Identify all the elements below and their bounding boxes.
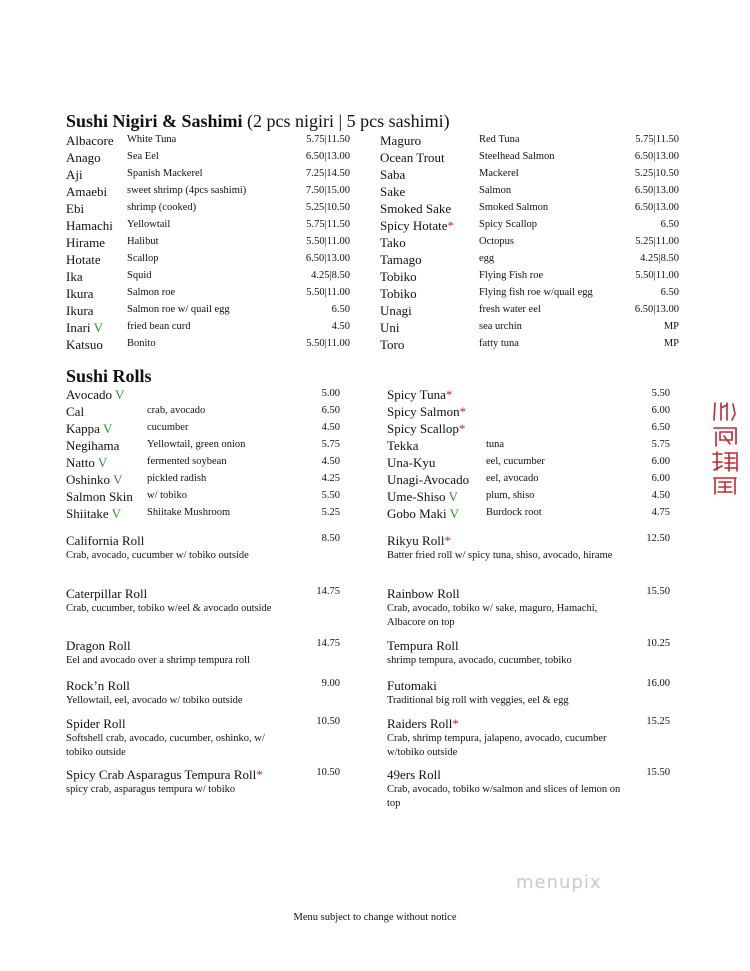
item-name-text: Kappa (66, 421, 100, 436)
special-roll-description: Batter fried roll w/ spicy tuna, shiso, avocado, hirame (387, 550, 613, 561)
menu-item-tako (380, 235, 679, 252)
item-price: 6.00 (651, 405, 670, 416)
nigiri-subtitle: (2 pcs nigiri | 5 pcs sashimi) (247, 111, 450, 131)
item-name-text: Ikura (66, 286, 94, 301)
special-roll-name-text: Tempura Roll (387, 638, 459, 653)
item-name-text: Tekka (387, 438, 419, 453)
item-name-text: Anago (66, 150, 101, 165)
item-description: Red Tuna (479, 134, 520, 145)
item-price: 4.25 (321, 473, 340, 484)
item-name (66, 201, 84, 217)
item-description: Bonito (127, 338, 156, 349)
item-name (66, 235, 105, 251)
item-name (380, 303, 412, 319)
item-name (66, 167, 83, 183)
item-name-text: Hirame (66, 235, 105, 250)
special-roll-price: 10.50 (316, 767, 340, 778)
special-roll-price: 15.50 (646, 767, 670, 778)
item-description: plum, shiso (486, 490, 535, 501)
item-price: 6.50 (331, 304, 350, 315)
special-roll-name-text: Spider Roll (66, 716, 126, 731)
item-name-text: Smoked Sake (380, 201, 452, 216)
spicy-mark: * (256, 767, 263, 782)
menu-item-avocado (66, 387, 340, 404)
item-description: Steelhead Salmon (479, 151, 555, 162)
special-roll-price: 14.75 (316, 638, 340, 649)
item-description: White Tuna (127, 134, 177, 145)
item-name (66, 421, 112, 437)
menu-item-unagi (380, 303, 679, 320)
item-description: sweet shrimp (4pcs sashimi) (127, 185, 247, 196)
item-description: fresh water eel (479, 304, 541, 315)
item-name-text: Hamachi (66, 218, 113, 233)
item-name (66, 337, 103, 353)
item-name (66, 489, 133, 505)
menu-item-shiitake (66, 506, 340, 523)
item-name (380, 150, 445, 166)
item-price: 6.00 (651, 473, 670, 484)
menu-item-saba (380, 167, 679, 184)
item-name-text: Tobiko (380, 269, 417, 284)
special-roll-price: 12.50 (646, 533, 670, 544)
spicy-mark: * (445, 387, 453, 402)
item-price: 5.25|10.50 (634, 168, 679, 179)
menu-item-hotate (66, 252, 350, 269)
special-roll-description: Crab, shrimp tempura, jalapeno, avocado, cucumber w/tobiko outside (387, 733, 607, 758)
special-roll-name-text: Rock’n Roll (66, 678, 130, 693)
item-name-text: Ikura (66, 303, 94, 318)
item-name-text: Cal (66, 404, 85, 419)
item-name (66, 133, 114, 149)
special-roll-futomaki (387, 678, 677, 708)
menu-item-spicy-salmon (387, 404, 670, 421)
special-roll-description: Softshell crab, avocado, cucumber, oshinko, w/ tobiko outside (66, 733, 265, 758)
menu-item-spicy-scallop (387, 421, 670, 438)
item-name-text: Unagi-Avocado (387, 472, 470, 487)
item-price: 5.25 (321, 507, 340, 518)
item-price: MP (663, 321, 679, 332)
item-description: Burdock root (486, 507, 542, 518)
spicy-mark: * (447, 218, 455, 233)
item-description: cucumber (147, 422, 189, 433)
vegetarian-mark: V (113, 472, 123, 487)
item-description: crab, avocado (147, 405, 206, 416)
item-name-text: Tamago (380, 252, 422, 267)
vegetarian-mark: V (97, 455, 108, 470)
item-price: 5.50 (321, 490, 340, 501)
item-description: Squid (127, 270, 152, 281)
item-name (380, 320, 400, 336)
item-description: egg (479, 253, 495, 264)
special-roll-description: Traditional big roll with veggies, eel & egg (387, 695, 569, 706)
item-description: Spicy Scallop (479, 219, 538, 230)
item-name (66, 472, 122, 488)
item-description: Flying Fish roe (479, 270, 544, 281)
item-price: 5.50|11.00 (635, 270, 679, 281)
item-description: Sea Eel (127, 151, 159, 162)
item-name (66, 303, 93, 319)
item-description: fried bean curd (127, 321, 191, 332)
menu-item-tobiko (380, 269, 679, 286)
spicy-mark: * (452, 716, 459, 731)
vegetarian-mark: V (449, 506, 459, 521)
item-price: 6.50|13.00 (305, 151, 350, 162)
special-roll-name-text: 49ers Roll (387, 767, 441, 782)
item-name (66, 387, 124, 403)
item-price: 6.00 (651, 456, 670, 467)
item-description: tuna (486, 439, 505, 450)
menu-item-albacore (66, 133, 350, 150)
item-description: Shiitake Mushroom (147, 507, 231, 518)
item-name-text: Ume-Shiso (387, 489, 446, 504)
special-roll-name-text: Raiders Roll (387, 716, 453, 731)
item-price: 5.50|11.00 (306, 287, 350, 298)
rolls-title: Sushi Rolls (66, 366, 152, 386)
item-description: Salmon roe w/ quail egg (127, 304, 230, 315)
item-name-text: Salmon Skin (66, 489, 133, 504)
menu-item-maguro (380, 133, 679, 150)
item-description: Halibut (127, 236, 159, 247)
item-price: 5.25|10.50 (305, 202, 350, 213)
item-name-text: Uni (380, 320, 400, 335)
item-name-text: Una-Kyu (387, 455, 436, 470)
item-name (66, 286, 93, 302)
menu-item-una-kyu (387, 455, 670, 472)
menu-item-ume-shiso (387, 489, 670, 506)
menu-item-spicy-hotate (380, 218, 679, 235)
item-name (66, 438, 119, 454)
menu-item-inari (66, 320, 350, 337)
spicy-mark: * (459, 404, 467, 419)
nigiri-list-right (380, 133, 679, 354)
menu-item-natto (66, 455, 340, 472)
menu-item-oshinko (66, 472, 340, 489)
special-roll-price: 16.00 (646, 678, 670, 689)
item-description: pickled radish (147, 473, 207, 484)
rolls-list-left (66, 387, 340, 523)
item-description: eel, cucumber (486, 456, 545, 467)
item-price: 4.50 (321, 422, 340, 433)
menu-item-kappa (66, 421, 340, 438)
menu-item-negihama (66, 438, 340, 455)
special-roll-description: Crab, avocado, cucumber w/ tobiko outside (66, 550, 249, 561)
special-roll-price: 14.75 (316, 586, 340, 597)
vegetarian-mark: V (114, 387, 125, 402)
menu-item-toro (380, 337, 679, 354)
item-name (66, 320, 103, 336)
special-roll-description: Yellowtail, eel, avocado w/ tobiko outside (66, 695, 243, 706)
item-price: 4.50 (321, 456, 340, 467)
item-price: 5.75|11.50 (306, 219, 350, 230)
item-name (380, 235, 406, 251)
item-name (380, 218, 454, 234)
item-price: 4.75 (651, 507, 670, 518)
seal-logo (710, 400, 740, 496)
item-name (66, 269, 83, 285)
item-name (66, 150, 101, 166)
item-price: 6.50|13.00 (634, 185, 679, 196)
special-roll-price: 8.50 (321, 533, 340, 544)
item-name-text: Avocado (66, 387, 112, 402)
item-description: Spanish Mackerel (127, 168, 203, 179)
item-price: 7.50|15.00 (305, 185, 350, 196)
special-roll-description: spicy crab, asparagus tempura w/ tobiko (66, 784, 236, 795)
nigiri-title: Sushi Nigiri & Sashimi (66, 111, 243, 131)
menu-item-smoked-sake (380, 201, 679, 218)
special-roll-name-text: California Roll (66, 533, 145, 548)
item-price: 5.75 (321, 439, 340, 450)
item-name (66, 184, 107, 200)
special-roll-raiders-roll (387, 716, 677, 760)
item-name (387, 438, 419, 454)
item-description: Salmon roe (127, 287, 176, 298)
item-name-text: Aji (66, 167, 83, 182)
special-roll-description: Crab, avocado, tobiko w/salmon and slices of lemon on top (387, 784, 621, 809)
watermark: menupix (516, 872, 602, 893)
special-roll-name-text: Rainbow Roll (387, 586, 460, 601)
item-price: 4.25|8.50 (311, 270, 350, 281)
special-roll-name-text: Spicy Crab Asparagus Tempura Roll (66, 767, 257, 782)
item-price: 4.25|8.50 (640, 253, 679, 264)
item-price: 4.50 (331, 321, 350, 332)
special-roll-name-text: Dragon Roll (66, 638, 131, 653)
item-name-text: Negihama (66, 438, 120, 453)
special-roll-caterpillar-roll (66, 586, 356, 616)
special-roll-description: Crab, avocado, tobiko w/ sake, maguro, Hamachi, Albacore on top (387, 603, 598, 628)
menu-item-ikura (66, 286, 350, 303)
item-name (380, 167, 405, 183)
special-roll-description: shrimp tempura, avocado, cucumber, tobiko (387, 655, 572, 666)
special-roll-price: 10.25 (646, 638, 670, 649)
item-description: shrimp (cooked) (127, 202, 197, 213)
item-description: Flying fish roe w/quail egg (479, 287, 593, 298)
item-name (380, 184, 405, 200)
item-name (387, 455, 435, 471)
special-roll-price: 9.00 (321, 678, 340, 689)
menu-item-ocean-trout (380, 150, 679, 167)
special-roll-rikyu-roll (387, 533, 677, 563)
item-price: 7.25|14.50 (305, 168, 350, 179)
menu-item-spicy-tuna (387, 387, 670, 404)
item-name-text: Katsuo (66, 337, 103, 352)
item-name-text: Amaebi (66, 184, 108, 199)
special-roll-spicy-crab-asparagus-tempura-roll (66, 767, 356, 797)
item-name-text: Spicy Salmon (387, 404, 460, 419)
menu-item-ebi (66, 201, 350, 218)
vegetarian-mark: V (102, 421, 113, 436)
item-price: 6.50 (321, 405, 340, 416)
special-roll-price: 10.50 (316, 716, 340, 727)
item-description: fermented soybean (147, 456, 227, 467)
spicy-mark: * (458, 421, 466, 436)
item-price: 5.50|11.00 (306, 236, 350, 247)
item-name-text: Spicy Tuna (387, 387, 446, 402)
item-name-text: Spicy Scallop (387, 421, 459, 436)
item-name-text: Tobiko (380, 286, 417, 301)
item-price: 5.50 (651, 388, 670, 399)
special-roll-description: Crab, cucumber, tobiko w/eel & avocado outside (66, 603, 272, 614)
item-name (66, 506, 121, 522)
item-name (387, 472, 469, 488)
item-name-text: Tako (380, 235, 406, 250)
menu-item-katsuo (66, 337, 350, 354)
footer-note: Menu subject to change without notice (293, 912, 457, 923)
special-roll-name-text: Rikyu Roll (387, 533, 445, 548)
item-price: MP (663, 338, 679, 349)
item-description: Octopus (479, 236, 514, 247)
item-name-text: Oshinko (66, 472, 111, 487)
menu-item-uni (380, 320, 679, 337)
item-name (387, 404, 466, 420)
menu-item-tamago (380, 252, 679, 269)
item-name (380, 252, 422, 268)
special-roll-tempura-roll (387, 638, 677, 668)
item-name-text: Sake (380, 184, 406, 199)
item-price: 4.50 (651, 490, 670, 501)
menu-item-sake (380, 184, 679, 201)
special-roll-price: 15.25 (646, 716, 670, 727)
item-description: Yellowtail, green onion (147, 439, 246, 450)
item-name-text: Ika (66, 269, 83, 284)
item-name-text: Hotate (66, 252, 101, 267)
item-price: 5.75 (651, 439, 670, 450)
item-name (66, 404, 84, 420)
item-price: 5.00 (321, 388, 340, 399)
special-roll-price: 15.50 (646, 586, 670, 597)
special-roll-spider-roll (66, 716, 356, 760)
menu-item-tekka (387, 438, 670, 455)
nigiri-section-title (66, 111, 450, 132)
item-name-text: Toro (380, 337, 405, 352)
menu-item-ikura (66, 303, 350, 320)
item-name (387, 387, 452, 403)
item-name-text: Ocean Trout (380, 150, 445, 165)
item-name (387, 489, 458, 505)
menu-item-salmon-skin (66, 489, 340, 506)
vegetarian-mark: V (111, 506, 122, 521)
item-price: 5.75|11.50 (306, 134, 350, 145)
item-name-text: Gobo Maki (387, 506, 447, 521)
item-price: 6.50 (660, 219, 679, 230)
item-description: Yellowtail (127, 219, 171, 230)
item-name (66, 455, 107, 471)
item-price: 6.50 (660, 287, 679, 298)
item-name (380, 269, 417, 285)
item-price: 6.50|13.00 (634, 304, 679, 315)
item-name (380, 133, 421, 149)
item-price: 6.50|13.00 (305, 253, 350, 264)
item-name (66, 252, 101, 268)
item-description: Smoked Salmon (479, 202, 549, 213)
item-name (387, 506, 459, 522)
special-roll-description: Eel and avocado over a shrimp tempura roll (66, 655, 250, 666)
special-roll-rainbow-roll (387, 586, 677, 630)
item-price: 5.25|11.00 (635, 236, 679, 247)
special-roll-dragon-roll (66, 638, 356, 668)
item-price: 5.50|11.00 (306, 338, 350, 349)
item-price: 6.50 (651, 422, 670, 433)
menu-item-hirame (66, 235, 350, 252)
menu-item-ika (66, 269, 350, 286)
item-name-text: Albacore (66, 133, 114, 148)
item-name (387, 421, 465, 437)
item-price: 5.75|11.50 (635, 134, 679, 145)
nigiri-list-left (66, 133, 350, 354)
rolls-list-right (387, 387, 670, 523)
vegetarian-mark: V (93, 320, 103, 335)
item-price: 6.50|13.00 (634, 151, 679, 162)
item-name-text: Natto (66, 455, 95, 470)
rolls-section-title (66, 366, 152, 387)
menu-item-amaebi (66, 184, 350, 201)
item-name (380, 201, 451, 217)
menu-item-unagi-avocado (387, 472, 670, 489)
item-description: fatty tuna (479, 338, 519, 349)
item-description: Mackerel (479, 168, 519, 179)
item-name-text: Unagi (380, 303, 412, 318)
item-name-text: Spicy Hotate (380, 218, 448, 233)
special-roll-rock-n-roll (66, 678, 356, 708)
item-description: w/ tobiko (147, 490, 187, 501)
item-description: eel, avocado (486, 473, 539, 484)
special-roll-name-text: Futomaki (387, 678, 437, 693)
item-name-text: Maguro (380, 133, 422, 148)
special-roll-49ers-roll (387, 767, 677, 811)
vegetarian-mark: V (448, 489, 458, 504)
item-name-text: Ebi (66, 201, 85, 216)
item-name-text: Shiitake (66, 506, 109, 521)
menu-item-aji (66, 167, 350, 184)
item-price: 6.50|13.00 (634, 202, 679, 213)
item-description: sea urchin (479, 321, 522, 332)
menu-item-cal (66, 404, 340, 421)
menu-item-tobiko (380, 286, 679, 303)
item-name (380, 337, 404, 353)
item-name-text: Inari (66, 320, 91, 335)
item-name (66, 218, 113, 234)
item-name-text: Saba (380, 167, 406, 182)
item-description: Scallop (127, 253, 159, 264)
item-description: Salmon (479, 185, 512, 196)
menu-item-gobo-maki (387, 506, 670, 523)
spicy-mark: * (444, 533, 451, 548)
special-roll-california-roll (66, 533, 356, 563)
menu-item-hamachi (66, 218, 350, 235)
item-name (380, 286, 417, 302)
special-roll-name-text: Caterpillar Roll (66, 586, 148, 601)
menu-item-anago (66, 150, 350, 167)
